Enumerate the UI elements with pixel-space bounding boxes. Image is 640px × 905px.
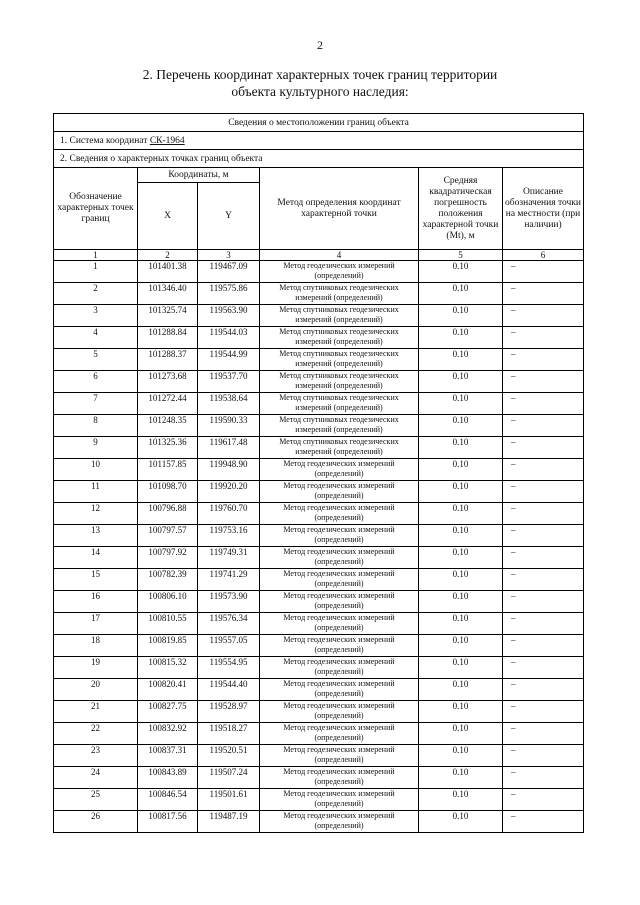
coord-x: 101401.38 bbox=[138, 261, 198, 283]
description-value: – bbox=[503, 349, 584, 371]
table-row bbox=[54, 503, 584, 525]
point-number: 6 bbox=[54, 371, 138, 393]
method-line-2: измерений (определений) bbox=[295, 403, 383, 412]
description-value: – bbox=[503, 591, 584, 613]
method-line-1: Метод геодезических измерений bbox=[283, 503, 395, 512]
coord-y: 119741.29 bbox=[198, 569, 260, 591]
method-line-2: измерений (определений) bbox=[295, 381, 383, 390]
method-cell bbox=[260, 569, 419, 591]
method-cell bbox=[260, 635, 419, 657]
coord-y: 119920.20 bbox=[198, 481, 260, 503]
coord-y: 119760.70 bbox=[198, 503, 260, 525]
description-value: – bbox=[503, 459, 584, 481]
coord-x: 100782.39 bbox=[138, 569, 198, 591]
point-number: 10 bbox=[54, 459, 138, 481]
points-info: 2. Сведения о характерных точках границ объекта bbox=[54, 150, 584, 168]
description-value: – bbox=[503, 437, 584, 459]
method-line-1: Метод спутниковых геодезических bbox=[279, 349, 399, 358]
method-line-1: Метод геодезических измерений bbox=[283, 701, 395, 710]
title-line-1: 2. Перечень координат характерных точек границ территории bbox=[142, 67, 498, 82]
method-line-2: (определений) bbox=[314, 491, 364, 500]
coord-y: 119576.34 bbox=[198, 613, 260, 635]
method-line-1: Метод геодезических измерений bbox=[283, 679, 395, 688]
coord-x: 100815.32 bbox=[138, 657, 198, 679]
method-cell bbox=[260, 657, 419, 679]
method-line-2: (определений) bbox=[314, 799, 364, 808]
description-value: – bbox=[503, 305, 584, 327]
method-line-2: (определений) bbox=[314, 513, 364, 522]
point-number: 21 bbox=[54, 701, 138, 723]
description-value: – bbox=[503, 811, 584, 833]
method-cell bbox=[260, 437, 419, 459]
coord-x: 100797.92 bbox=[138, 547, 198, 569]
error-value: 0.10 bbox=[419, 503, 503, 525]
method-cell bbox=[260, 283, 419, 305]
method-cell bbox=[260, 261, 419, 283]
method-line-1: Метод спутниковых геодезических bbox=[279, 371, 399, 380]
method-line-1: Метод геодезических измерений bbox=[283, 657, 395, 666]
method-line-1: Метод геодезических измерений bbox=[283, 591, 395, 600]
point-number: 25 bbox=[54, 789, 138, 811]
coord-x: 100819.85 bbox=[138, 635, 198, 657]
point-number: 9 bbox=[54, 437, 138, 459]
coord-x: 100797.57 bbox=[138, 525, 198, 547]
coord-y: 119467.09 bbox=[198, 261, 260, 283]
coord-x: 100846.54 bbox=[138, 789, 198, 811]
error-value: 0.10 bbox=[419, 767, 503, 789]
coordinates-table bbox=[53, 113, 584, 833]
point-number: 18 bbox=[54, 635, 138, 657]
point-number: 15 bbox=[54, 569, 138, 591]
method-cell bbox=[260, 459, 419, 481]
method-line-1: Метод геодезических измерений bbox=[283, 723, 395, 732]
coord-x: 101288.37 bbox=[138, 349, 198, 371]
description-value: – bbox=[503, 525, 584, 547]
coord-x: 100827.75 bbox=[138, 701, 198, 723]
point-number: 14 bbox=[54, 547, 138, 569]
table-row bbox=[54, 525, 584, 547]
description-value: – bbox=[503, 679, 584, 701]
method-cell bbox=[260, 415, 419, 437]
description-value: – bbox=[503, 261, 584, 283]
coord-y: 119538.64 bbox=[198, 393, 260, 415]
column-number: 1 bbox=[54, 250, 138, 261]
description-value: – bbox=[503, 569, 584, 591]
method-line-2: измерений (определений) bbox=[295, 293, 383, 302]
point-number: 23 bbox=[54, 745, 138, 767]
table-row bbox=[54, 767, 584, 789]
method-line-2: измерений (определений) bbox=[295, 447, 383, 456]
coord-system-label: 1. Система координат bbox=[60, 135, 150, 146]
coord-y: 119518.27 bbox=[198, 723, 260, 745]
column-number: 3 bbox=[198, 250, 260, 261]
point-number: 8 bbox=[54, 415, 138, 437]
error-value: 0.10 bbox=[419, 657, 503, 679]
table-row bbox=[54, 349, 584, 371]
coord-y: 119749.31 bbox=[198, 547, 260, 569]
point-number: 16 bbox=[54, 591, 138, 613]
description-value: – bbox=[503, 547, 584, 569]
table-row bbox=[54, 657, 584, 679]
table-row bbox=[54, 679, 584, 701]
coord-y: 119501.61 bbox=[198, 789, 260, 811]
coord-x: 101273.68 bbox=[138, 371, 198, 393]
description-value: – bbox=[503, 613, 584, 635]
error-value: 0.10 bbox=[419, 569, 503, 591]
method-cell bbox=[260, 745, 419, 767]
description-value: – bbox=[503, 657, 584, 679]
method-line-1: Метод геодезических измерений bbox=[283, 811, 395, 820]
point-number: 19 bbox=[54, 657, 138, 679]
method-cell bbox=[260, 349, 419, 371]
table-row bbox=[54, 437, 584, 459]
header-description: Описание обозначения точки на местности (при наличии) bbox=[503, 168, 584, 250]
table-row bbox=[54, 393, 584, 415]
method-line-2: (определений) bbox=[314, 601, 364, 610]
point-number: 7 bbox=[54, 393, 138, 415]
table-row bbox=[54, 723, 584, 745]
table-row bbox=[54, 789, 584, 811]
table-row bbox=[54, 415, 584, 437]
point-number: 1 bbox=[54, 261, 138, 283]
header-coordinates: Координаты, м bbox=[138, 168, 260, 183]
coord-system bbox=[54, 132, 584, 150]
header-y: Y bbox=[198, 183, 260, 250]
description-value: – bbox=[503, 701, 584, 723]
header-designation: Обозначение характерных точек границ bbox=[54, 168, 138, 250]
title-line-2: объекта культурного наследия: bbox=[231, 84, 409, 99]
error-value: 0.10 bbox=[419, 591, 503, 613]
error-value: 0.10 bbox=[419, 635, 503, 657]
error-value: 0.10 bbox=[419, 437, 503, 459]
description-value: – bbox=[503, 393, 584, 415]
coord-y: 119573.90 bbox=[198, 591, 260, 613]
method-line-1: Метод геодезических измерений bbox=[283, 767, 395, 776]
coord-y: 119487.19 bbox=[198, 811, 260, 833]
method-line-2: (определений) bbox=[314, 579, 364, 588]
method-line-1: Метод спутниковых геодезических bbox=[279, 305, 399, 314]
method-line-1: Метод геодезических измерений bbox=[283, 261, 395, 270]
point-number: 13 bbox=[54, 525, 138, 547]
method-line-1: Метод спутниковых геодезических bbox=[279, 327, 399, 336]
method-line-2: (определений) bbox=[314, 821, 364, 830]
point-number: 4 bbox=[54, 327, 138, 349]
description-value: – bbox=[503, 283, 584, 305]
method-cell bbox=[260, 679, 419, 701]
method-line-1: Метод геодезических измерений bbox=[283, 745, 395, 754]
coord-x: 100806.10 bbox=[138, 591, 198, 613]
document-title bbox=[0, 66, 640, 100]
coord-x: 101098.70 bbox=[138, 481, 198, 503]
description-value: – bbox=[503, 371, 584, 393]
point-number: 5 bbox=[54, 349, 138, 371]
section-header: Сведения о местоположении границ объекта bbox=[54, 114, 584, 132]
error-value: 0.10 bbox=[419, 547, 503, 569]
method-line-1: Метод геодезических измерений bbox=[283, 635, 395, 644]
error-value: 0.10 bbox=[419, 459, 503, 481]
error-value: 0.10 bbox=[419, 679, 503, 701]
coord-x: 101272.44 bbox=[138, 393, 198, 415]
table-row bbox=[54, 547, 584, 569]
point-number: 3 bbox=[54, 305, 138, 327]
coord-y: 119563.90 bbox=[198, 305, 260, 327]
table-row bbox=[54, 591, 584, 613]
error-value: 0.10 bbox=[419, 393, 503, 415]
method-line-2: (определений) bbox=[314, 623, 364, 632]
method-line-2: (определений) bbox=[314, 667, 364, 676]
table-row bbox=[54, 371, 584, 393]
coord-x: 100810.55 bbox=[138, 613, 198, 635]
point-number: 26 bbox=[54, 811, 138, 833]
coord-x: 101248.35 bbox=[138, 415, 198, 437]
error-value: 0.10 bbox=[419, 481, 503, 503]
table-row bbox=[54, 327, 584, 349]
method-cell bbox=[260, 525, 419, 547]
method-line-2: измерений (определений) bbox=[295, 359, 383, 368]
coord-y: 119544.40 bbox=[198, 679, 260, 701]
coord-y: 119753.16 bbox=[198, 525, 260, 547]
column-number: 2 bbox=[138, 250, 198, 261]
error-value: 0.10 bbox=[419, 371, 503, 393]
coord-x: 101325.74 bbox=[138, 305, 198, 327]
description-value: – bbox=[503, 745, 584, 767]
method-cell bbox=[260, 613, 419, 635]
header-error: Средняя квадратическая погрешность положения характерной точки (Mt), м bbox=[419, 168, 503, 250]
coord-y: 119537.70 bbox=[198, 371, 260, 393]
table-row bbox=[54, 261, 584, 283]
method-line-2: измерений (определений) bbox=[295, 337, 383, 346]
method-line-2: (определений) bbox=[314, 689, 364, 698]
error-value: 0.10 bbox=[419, 415, 503, 437]
method-line-1: Метод геодезических измерений bbox=[283, 525, 395, 534]
coord-y: 119557.05 bbox=[198, 635, 260, 657]
error-value: 0.10 bbox=[419, 723, 503, 745]
coord-y: 119575.86 bbox=[198, 283, 260, 305]
description-value: – bbox=[503, 415, 584, 437]
method-cell bbox=[260, 481, 419, 503]
description-value: – bbox=[503, 723, 584, 745]
method-cell bbox=[260, 811, 419, 833]
method-line-1: Метод спутниковых геодезических bbox=[279, 283, 399, 292]
coord-x: 100817.56 bbox=[138, 811, 198, 833]
coord-y: 119617.48 bbox=[198, 437, 260, 459]
method-line-2: (определений) bbox=[314, 777, 364, 786]
coord-y: 119507.24 bbox=[198, 767, 260, 789]
coord-x: 100820.41 bbox=[138, 679, 198, 701]
error-value: 0.10 bbox=[419, 283, 503, 305]
method-line-1: Метод геодезических измерений bbox=[283, 613, 395, 622]
table-row bbox=[54, 613, 584, 635]
method-cell bbox=[260, 591, 419, 613]
error-value: 0.10 bbox=[419, 327, 503, 349]
point-number: 11 bbox=[54, 481, 138, 503]
coord-x: 100796.88 bbox=[138, 503, 198, 525]
description-value: – bbox=[503, 503, 584, 525]
method-line-2: измерений (определений) bbox=[295, 425, 383, 434]
coord-y: 119528.97 bbox=[198, 701, 260, 723]
method-line-1: Метод геодезических измерений bbox=[283, 459, 395, 468]
table-row bbox=[54, 811, 584, 833]
method-cell bbox=[260, 327, 419, 349]
method-line-1: Метод геодезических измерений bbox=[283, 789, 395, 798]
table-row bbox=[54, 481, 584, 503]
table-row bbox=[54, 635, 584, 657]
method-line-1: Метод спутниковых геодезических bbox=[279, 437, 399, 446]
error-value: 0.10 bbox=[419, 745, 503, 767]
coord-x: 101157.85 bbox=[138, 459, 198, 481]
coord-x: 101346.40 bbox=[138, 283, 198, 305]
description-value: – bbox=[503, 635, 584, 657]
method-cell bbox=[260, 701, 419, 723]
method-line-2: измерений (определений) bbox=[295, 315, 383, 324]
error-value: 0.10 bbox=[419, 261, 503, 283]
column-number: 5 bbox=[419, 250, 503, 261]
coord-x: 100832.92 bbox=[138, 723, 198, 745]
page-number: 2 bbox=[317, 38, 323, 52]
point-number: 24 bbox=[54, 767, 138, 789]
method-line-1: Метод геодезических измерений bbox=[283, 481, 395, 490]
description-value: – bbox=[503, 327, 584, 349]
description-value: – bbox=[503, 789, 584, 811]
method-line-1: Метод геодезических измерений bbox=[283, 569, 395, 578]
table-row bbox=[54, 283, 584, 305]
coord-y: 119590.33 bbox=[198, 415, 260, 437]
method-cell bbox=[260, 371, 419, 393]
method-line-2: (определений) bbox=[314, 271, 364, 280]
description-value: – bbox=[503, 767, 584, 789]
table-row bbox=[54, 745, 584, 767]
method-line-1: Метод спутниковых геодезических bbox=[279, 415, 399, 424]
header-method: Метод определения координат характерной точки bbox=[260, 168, 419, 250]
coord-y: 119544.99 bbox=[198, 349, 260, 371]
table-row bbox=[54, 701, 584, 723]
coord-y: 119520.51 bbox=[198, 745, 260, 767]
method-line-2: (определений) bbox=[314, 711, 364, 720]
method-cell bbox=[260, 547, 419, 569]
method-cell bbox=[260, 789, 419, 811]
error-value: 0.10 bbox=[419, 811, 503, 833]
table-row bbox=[54, 459, 584, 481]
method-line-2: (определений) bbox=[314, 557, 364, 566]
coord-x: 100843.89 bbox=[138, 767, 198, 789]
point-number: 22 bbox=[54, 723, 138, 745]
method-line-1: Метод геодезических измерений bbox=[283, 547, 395, 556]
table-row bbox=[54, 305, 584, 327]
error-value: 0.10 bbox=[419, 613, 503, 635]
method-line-2: (определений) bbox=[314, 733, 364, 742]
point-number: 17 bbox=[54, 613, 138, 635]
error-value: 0.10 bbox=[419, 701, 503, 723]
method-cell bbox=[260, 503, 419, 525]
point-number: 12 bbox=[54, 503, 138, 525]
error-value: 0.10 bbox=[419, 525, 503, 547]
error-value: 0.10 bbox=[419, 305, 503, 327]
description-value: – bbox=[503, 481, 584, 503]
method-cell bbox=[260, 393, 419, 415]
method-line-1: Метод спутниковых геодезических bbox=[279, 393, 399, 402]
header-x: X bbox=[138, 183, 198, 250]
point-number: 2 bbox=[54, 283, 138, 305]
method-cell bbox=[260, 305, 419, 327]
method-cell bbox=[260, 767, 419, 789]
coord-system-name: СК-1964 bbox=[149, 135, 185, 146]
coord-y: 119544.03 bbox=[198, 327, 260, 349]
point-number: 20 bbox=[54, 679, 138, 701]
coord-y: 119554.95 bbox=[198, 657, 260, 679]
coord-x: 101325.36 bbox=[138, 437, 198, 459]
table-row bbox=[54, 569, 584, 591]
method-line-2: (определений) bbox=[314, 535, 364, 544]
column-number: 4 bbox=[260, 250, 419, 261]
method-line-2: (определений) bbox=[314, 645, 364, 654]
coord-y: 119948.90 bbox=[198, 459, 260, 481]
method-line-2: (определений) bbox=[314, 755, 364, 764]
method-line-2: (определений) bbox=[314, 469, 364, 478]
error-value: 0.10 bbox=[419, 789, 503, 811]
coord-x: 100837.31 bbox=[138, 745, 198, 767]
method-cell bbox=[260, 723, 419, 745]
column-number: 6 bbox=[503, 250, 584, 261]
coord-x: 101288.84 bbox=[138, 327, 198, 349]
error-value: 0.10 bbox=[419, 349, 503, 371]
